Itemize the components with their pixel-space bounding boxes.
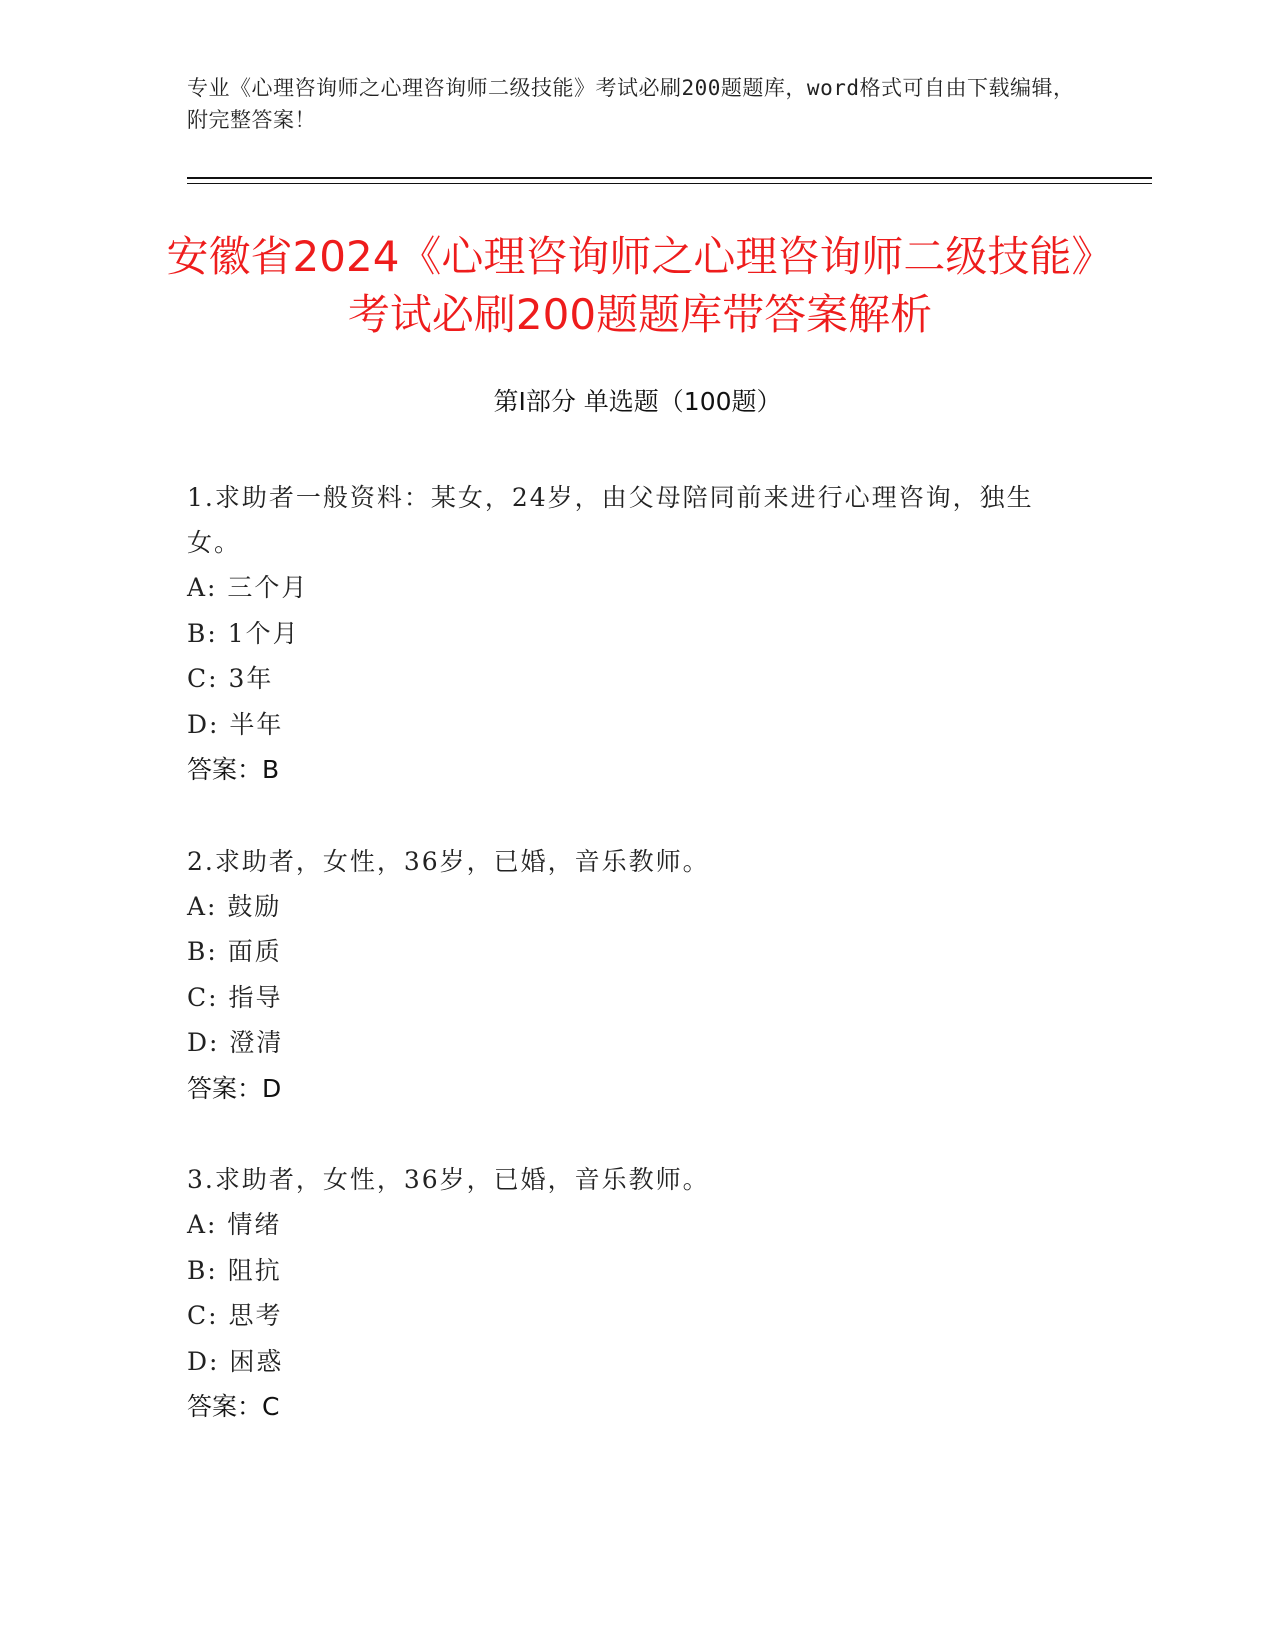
option-c: C: 思考 bbox=[187, 1301, 283, 1330]
option-d: D: 澄清 bbox=[187, 1028, 284, 1057]
option-d: D: 困惑 bbox=[187, 1346, 284, 1376]
answer-line: 答案：B bbox=[187, 755, 280, 784]
option-a: A: 鼓励 bbox=[187, 891, 282, 921]
question-1 bbox=[187, 475, 1087, 793]
question-stem: 2.求助者，女性，36岁，已婚，音乐教师。 bbox=[187, 846, 710, 876]
answer-line: 答案：D bbox=[187, 1073, 282, 1103]
question-list bbox=[187, 475, 1087, 1476]
option-d: D: 半年 bbox=[187, 709, 284, 739]
option-c: C: 3年 bbox=[187, 664, 274, 693]
answer-line: 答案：C bbox=[187, 1392, 280, 1421]
question-3 bbox=[187, 1157, 1087, 1430]
section-heading: 第Ⅰ部分 单选题（100题） bbox=[493, 387, 782, 416]
option-b: B: 1个月 bbox=[187, 618, 300, 648]
header-note: 专业《心理咨询师之心理咨询师二级技能》考试必刷200题题库，word格式可自由下载编辑，附完整答案！ bbox=[187, 76, 1075, 132]
header-divider-thick bbox=[187, 177, 1152, 179]
document-title: 安徽省2024《心理咨询师之心理咨询师二级技能》考试必刷200题题库带答案解析 bbox=[166, 232, 1114, 339]
option-b: B: 阻抗 bbox=[187, 1255, 282, 1285]
option-b: B: 面质 bbox=[187, 937, 282, 966]
option-a: A: 三个月 bbox=[187, 573, 309, 602]
question-2 bbox=[187, 839, 1087, 1112]
option-c: C: 指导 bbox=[187, 982, 283, 1012]
option-a: A: 情绪 bbox=[187, 1210, 282, 1239]
question-stem: 1.求助者一般资料：某女，24岁，由父母陪同前来进行心理咨询，独生女。 bbox=[187, 483, 1034, 557]
header-divider-thin bbox=[187, 183, 1152, 184]
question-stem: 3.求助者，女性，36岁，已婚，音乐教师。 bbox=[187, 1165, 710, 1194]
